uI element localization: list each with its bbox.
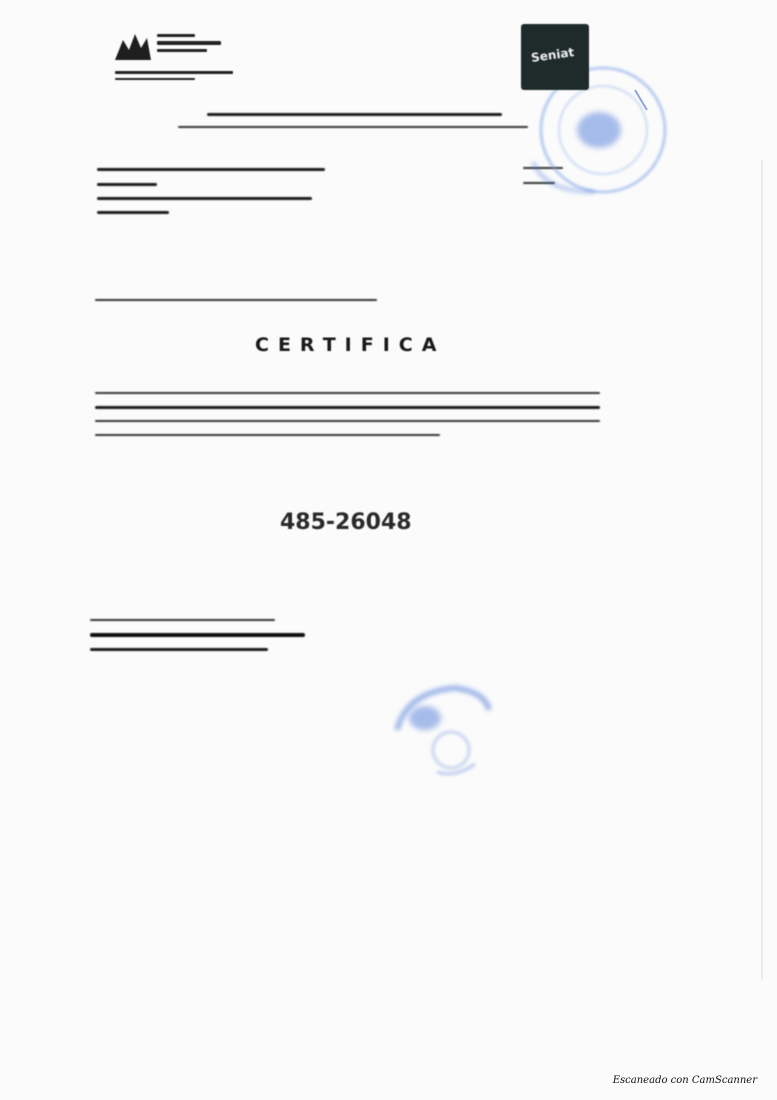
address-line-3 [97, 197, 312, 200]
address-line-4 [97, 211, 169, 214]
address-line-1 [97, 168, 325, 171]
body-line-1 [95, 392, 600, 394]
header-line-1 [207, 113, 502, 116]
seniat-badge [521, 24, 589, 90]
address-line-2 [97, 183, 157, 186]
scan-edge-line [761, 160, 763, 980]
institution-logo-icon [113, 28, 243, 90]
body-line-3 [95, 420, 600, 422]
seniat-badge-label: Seniat [530, 45, 576, 65]
logo-mark-icon [113, 32, 153, 62]
body-line-2 [95, 406, 600, 409]
signature-line-1 [90, 619, 275, 621]
document-heading: CERTIFICA [255, 334, 446, 356]
official-seal-icon [515, 20, 675, 210]
signature-line-3 [90, 648, 268, 651]
registration-number: 485-26048 [280, 510, 412, 535]
header-line-2 [178, 126, 528, 128]
camscanner-watermark: Escaneado con CamScanner [612, 1075, 757, 1086]
place-date-line [95, 299, 377, 301]
blue-seal-icon [385, 680, 495, 780]
body-line-4 [95, 434, 440, 436]
signature-line-2 [90, 633, 305, 637]
